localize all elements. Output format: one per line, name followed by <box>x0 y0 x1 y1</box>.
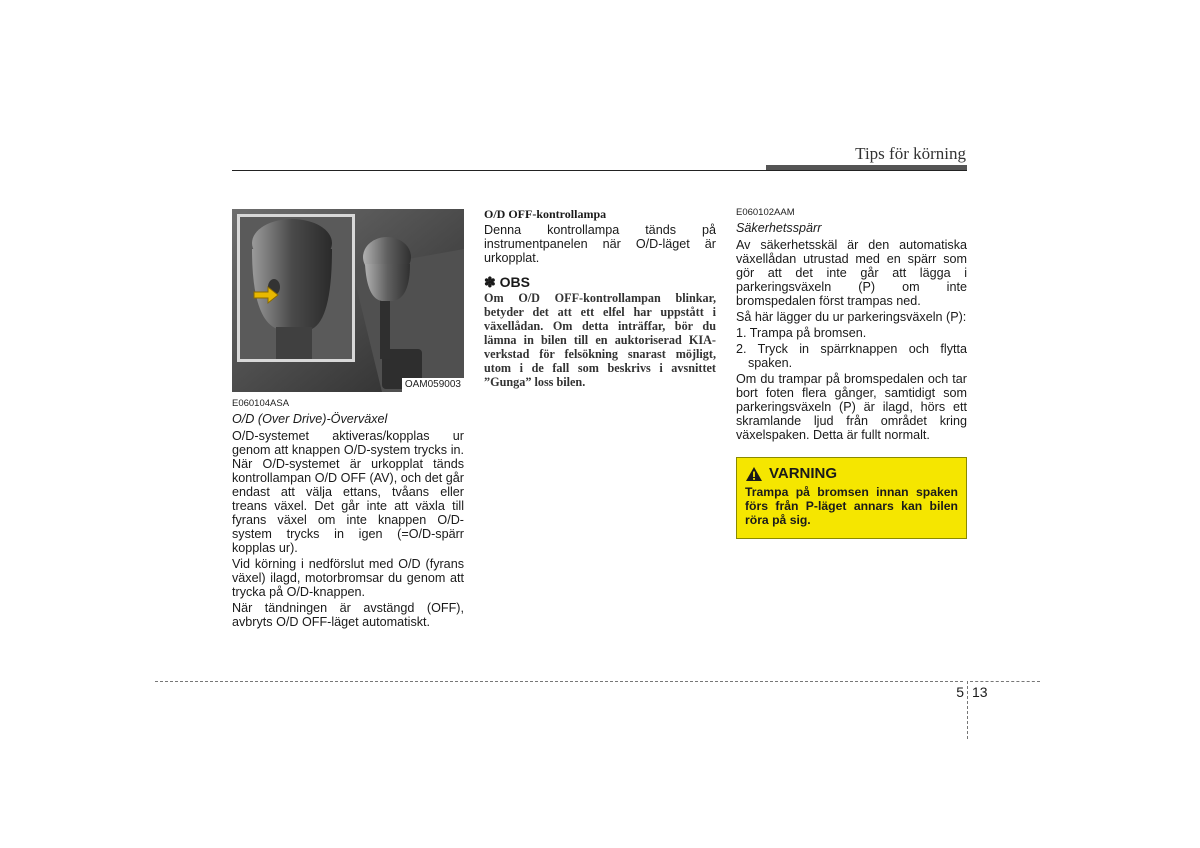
footer-divider <box>967 681 968 739</box>
photo-caption-code: OAM059003 <box>402 378 464 392</box>
column-right <box>736 207 967 539</box>
column-left <box>232 209 464 631</box>
warning-triangle-icon <box>745 466 763 482</box>
footer-rule <box>155 681 963 682</box>
paragraph: När tändningen är avstängd (OFF), avbryts O/D OFF-läget automatiskt. <box>232 601 464 629</box>
header-rule <box>232 170 967 171</box>
note-text: Om O/D OFF-kontrollampan blinkar, betyder det att ett elfel har uppstått i växellådan. Om detta inträffar, bör du lämna in bilen till en auktoriserad KIA-verkstad för felsökning snarast möjligt, utom i de fall som beskrivs i avsnittet ”Gunga” loss bilen. <box>484 291 716 389</box>
section-heading: O/D OFF-kontrollampa <box>484 207 607 221</box>
paragraph: Vid körning i nedförslut med O/D (fyrans växel) ilagd, motorbromsar du genom att trycka på O/D-knappen. <box>232 557 464 599</box>
paragraph: O/D-systemet aktiveras/kopplas ur genom att knappen O/D-system trycks in. När O/D-systemet är urkopplat tänds kontrollampan O/D OFF (AV), och det går endast att välja ettans, tvåans eller treans växel. Det går inte att växla till fyrans växel om inte knappen O/D-system trycks in igen (=O/D-spärr kopplas ur). <box>232 429 464 555</box>
paragraph: Av säkerhetsskäl är den automatiska växellådan utrustad med en spärr som gör att det inte går att lägga i parkeringsväxeln (P) om inte bromspedalen först trampas ned. <box>736 238 967 308</box>
list-item: 2. Tryck in spärrknappen och flytta spaken. <box>736 342 967 370</box>
list-item: 1. Trampa på bromsen. <box>736 326 867 340</box>
paragraph: Denna kontrollampa tänds på instrumentpanelen när O/D-läget är urkopplat. <box>484 223 716 265</box>
section-heading: O/D (Over Drive)-Överväxel <box>232 412 388 426</box>
section-heading: Säkerhetsspärr <box>736 221 822 235</box>
paragraph: Om du trampar på bromspedalen och tar bort foten flera gånger, samtidigt som parkeringsväxeln (P) är ilagd, hörs ett skramlande ljud från området kring växelspaken. Detta är fullt normalt. <box>736 372 967 442</box>
chapter-number: 5 <box>956 684 964 700</box>
column-middle <box>484 207 716 389</box>
paragraph: Så här lägger du ur parkeringsväxeln (P): <box>736 310 967 324</box>
note-heading: ✽ OBS <box>484 274 530 290</box>
gear-shifter-photo <box>232 209 464 392</box>
section-title: Tips för körning <box>855 144 966 163</box>
warning-text: Trampa på bromsen innan spaken förs från P-läget annars kan bilen röra på sig. <box>745 485 958 527</box>
section-code: E060102AAM <box>736 207 795 218</box>
page-number: 13 <box>972 684 988 700</box>
footer-rule <box>970 681 1040 682</box>
gear-shifter-illustration <box>232 209 464 392</box>
warning-header <box>745 466 958 482</box>
warning-box <box>736 457 967 539</box>
warning-title: VARNING <box>769 465 838 482</box>
section-code: E060104ASA <box>232 398 290 409</box>
